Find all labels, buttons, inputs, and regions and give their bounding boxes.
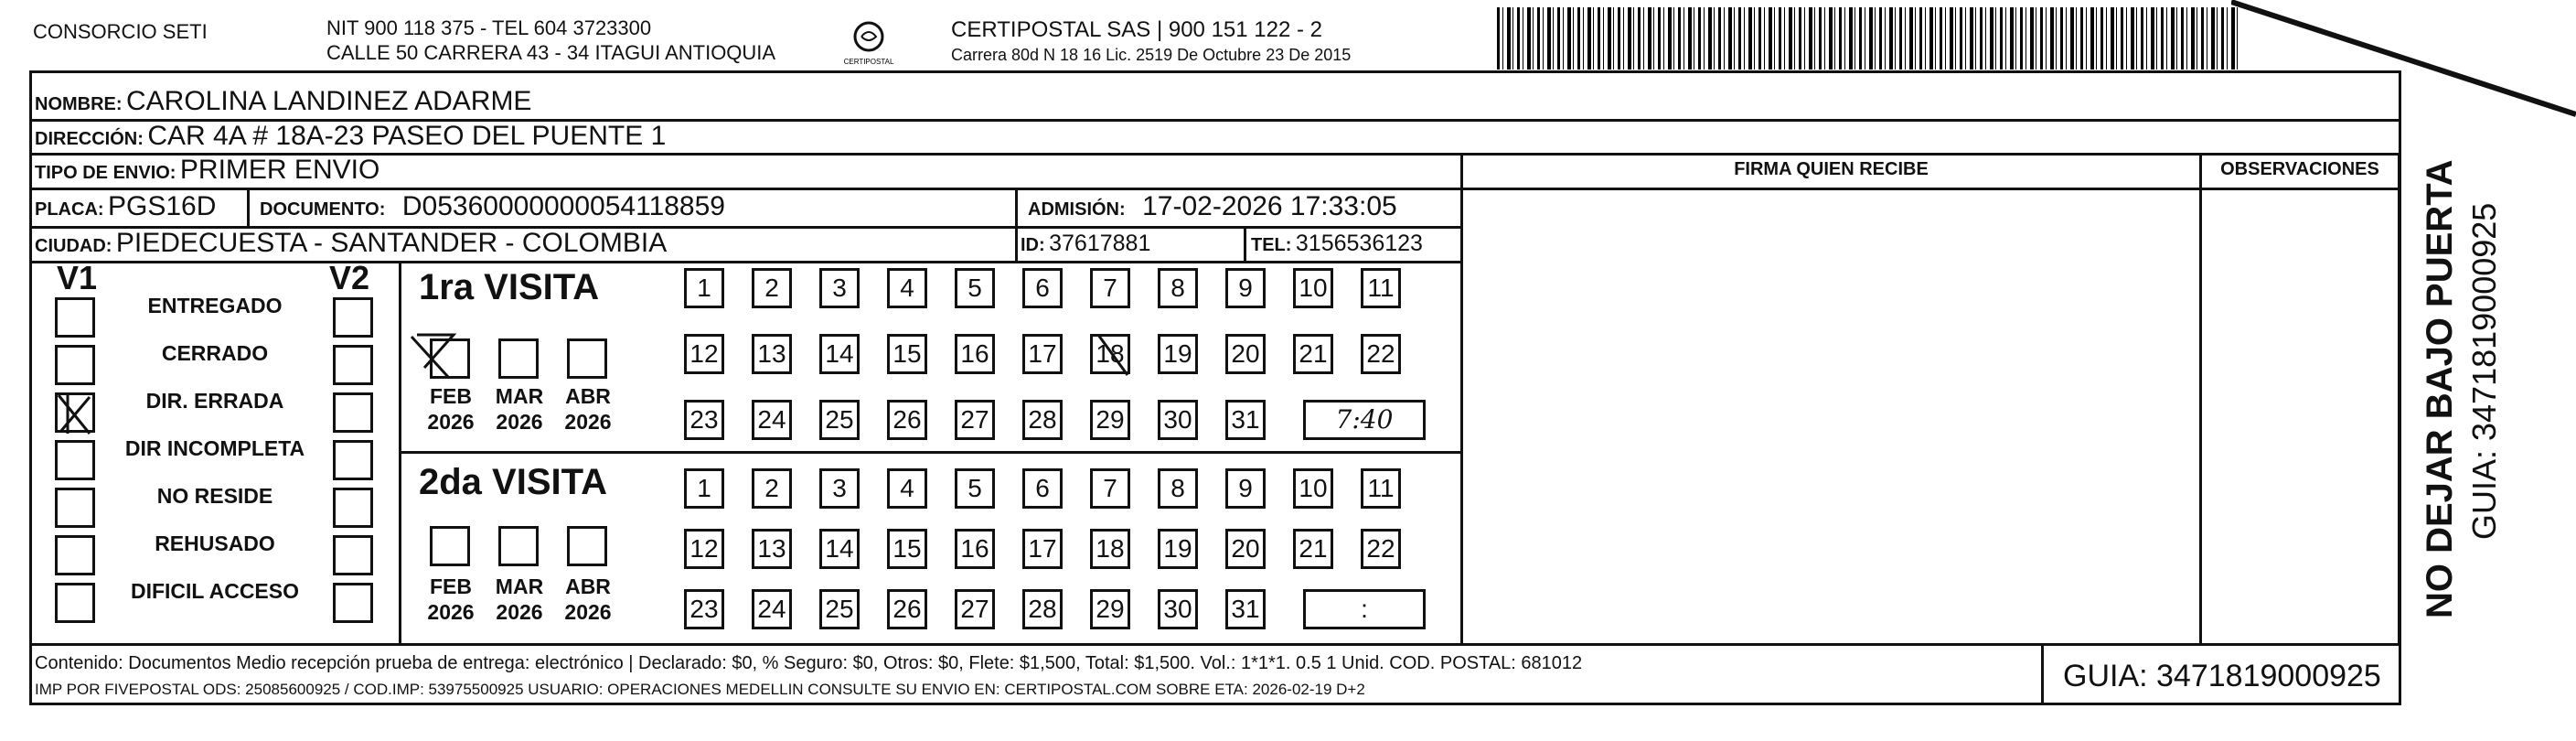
signature-area[interactable] (1463, 188, 2199, 643)
month-label: MAR (495, 384, 544, 408)
month-label: ABR (565, 575, 611, 598)
day-box[interactable]: 24 (752, 400, 792, 440)
day-box[interactable]: 28 (1022, 400, 1063, 440)
ciudad-value: PIEDECUESTA - SANTANDER - COLOMBIA (115, 228, 668, 258)
v2-checkbox[interactable] (333, 345, 373, 385)
month-year: 2026 (427, 600, 475, 624)
month-label: FEB (430, 384, 472, 408)
status-label: DIFICIL ACCESO (130, 579, 299, 603)
day-box[interactable]: 13 (752, 334, 792, 374)
v1-checkbox[interactable] (55, 345, 95, 385)
day-box[interactable]: 5 (955, 468, 995, 509)
direccion-value: CAR 4A # 18A-23 PASEO DEL PUENTE 1 (147, 121, 667, 151)
ciudad-label: CIUDAD: (35, 236, 112, 256)
status-label: REHUSADO (155, 532, 275, 555)
month-checkbox-abr[interactable] (567, 526, 607, 566)
day-box[interactable]: 31 (1225, 589, 1266, 629)
day-box[interactable]: 17 (1022, 529, 1063, 569)
day-box[interactable]: 29 (1090, 589, 1130, 629)
day-box[interactable]: 19 (1158, 529, 1198, 569)
observations-area[interactable] (2202, 188, 2398, 643)
placa-label: PLACA: (35, 199, 104, 220)
day-box[interactable]: 14 (819, 334, 860, 374)
day-box[interactable]: 2 (752, 268, 792, 308)
id-label: ID: (1021, 235, 1045, 255)
day-box[interactable]: 4 (887, 268, 927, 308)
second-visit-title: 2da VISITA (419, 462, 607, 502)
day-box[interactable]: 26 (887, 589, 927, 629)
v1-checkbox[interactable] (55, 535, 95, 575)
time-box[interactable]: : (1303, 589, 1426, 629)
month-checkbox-feb[interactable] (430, 526, 470, 566)
company-name: CONSORCIO SETI (33, 20, 208, 43)
day-box[interactable]: 16 (955, 529, 995, 569)
v1-checkbox[interactable] (55, 440, 95, 480)
address-line: CALLE 50 CARRERA 43 - 34 ITAGUI ANTIOQUIA (326, 41, 776, 64)
side-guia: GUIA: 3471819000925 (2465, 202, 2503, 540)
day-box[interactable]: 22 (1361, 334, 1401, 374)
tel-value: 3156536123 (1295, 231, 1423, 256)
day-box[interactable]: 22 (1361, 529, 1401, 569)
status-label: ENTREGADO (147, 294, 283, 317)
v2-checkbox[interactable] (333, 488, 373, 528)
day-box[interactable]: 23 (684, 400, 724, 440)
day-box[interactable]: 19 (1158, 334, 1198, 374)
tel-label: TEL: (1251, 235, 1292, 255)
day-box[interactable]: 25 (819, 400, 860, 440)
nombre-label: NOMBRE: (35, 94, 123, 114)
day-box[interactable]: 25 (819, 589, 860, 629)
day-box[interactable]: 24 (752, 589, 792, 629)
v2-checkbox[interactable] (333, 583, 373, 623)
documento-value: D05360000000054118859 (401, 191, 725, 221)
day-box[interactable]: 30 (1158, 400, 1198, 440)
day-box[interactable]: 27 (955, 589, 995, 629)
day-box[interactable]: 12 (684, 529, 724, 569)
day-box[interactable]: 11 (1361, 268, 1401, 308)
month-label: FEB (430, 575, 472, 598)
no-dejar-bajo-puerta: NO DEJAR BAJO PUERTA (2420, 159, 2460, 618)
tipo-label: TIPO DE ENVIO: (35, 163, 176, 183)
admision-label: ADMISIÓN: (1028, 199, 1126, 220)
day-box[interactable]: 27 (955, 400, 995, 440)
guia-footer-box: GUIA: 3471819000925 (2063, 659, 2381, 693)
status-label: CERRADO (161, 341, 269, 365)
day-box[interactable]: 28 (1022, 589, 1063, 629)
v2-checkbox[interactable] (333, 535, 373, 575)
day-box[interactable]: 29 (1090, 400, 1130, 440)
day-box[interactable]: 16 (955, 334, 995, 374)
day-box[interactable]: 6 (1022, 468, 1063, 509)
day-box[interactable]: 7 (1090, 468, 1130, 509)
day-box[interactable]: 4 (887, 468, 927, 509)
barcode (1497, 7, 2239, 70)
status-label: DIR. ERRADA (145, 389, 284, 413)
footer-content-line: Contenido: Documentos Medio recepción prueba de entrega: electrónico | Declarado: $0, % Seguro: $0, Otros: $0, Flete: $1,500, Total: $1,500. Vol.: 1*1*1. 0.5 1 Unid. COD. POSTAL: 681012 (35, 653, 1583, 673)
v2-checkbox[interactable] (333, 392, 373, 433)
day-box[interactable]: 11 (1361, 468, 1401, 509)
month-year: 2026 (496, 600, 543, 624)
status-label: DIR INCOMPLETA (124, 436, 305, 460)
placa-value: PGS16D (108, 191, 217, 221)
certipostal-logo (837, 16, 901, 71)
day-box[interactable]: 8 (1158, 268, 1198, 308)
day-box[interactable]: 12 (684, 334, 724, 374)
day-box[interactable]: 20 (1225, 529, 1266, 569)
day-box[interactable]: 20 (1225, 334, 1266, 374)
month-year: 2026 (496, 410, 543, 434)
month-checkbox-abr[interactable] (567, 338, 607, 379)
day-box[interactable]: 13 (752, 529, 792, 569)
v1-label: V1 (57, 259, 98, 296)
day-box[interactable]: 26 (887, 400, 927, 440)
direccion-label: DIRECCIÓN: (35, 129, 144, 149)
day-box[interactable]: 14 (819, 529, 860, 569)
day-box[interactable]: 10 (1293, 268, 1333, 308)
month-label: ABR (565, 384, 611, 408)
handwritten-feb-mark (408, 331, 459, 382)
month-year: 2026 (564, 600, 612, 624)
day-box[interactable]: 5 (955, 268, 995, 308)
nit-line: NIT 900 118 375 - TEL 604 3723300 (326, 16, 652, 39)
day-box[interactable]: 21 (1293, 529, 1333, 569)
day-box[interactable]: 23 (684, 589, 724, 629)
handwritten-day-mark (1091, 331, 1137, 377)
admision-value: 17-02-2026 17:33:05 (1142, 191, 1397, 221)
day-box[interactable]: 21 (1293, 334, 1333, 374)
id-value: 37617881 (1049, 231, 1151, 256)
time-box[interactable]: 7:40 (1303, 400, 1426, 440)
day-box[interactable]: 8 (1158, 468, 1198, 509)
first-visit-title: 1ra VISITA (419, 267, 600, 307)
day-box[interactable]: 15 (887, 334, 927, 374)
day-box[interactable]: 9 (1225, 468, 1266, 509)
day-box[interactable]: 3 (819, 268, 860, 308)
svg-text:CERTIPOSTAL: CERTIPOSTAL (843, 58, 894, 66)
status-label: NO RESIDE (156, 484, 273, 508)
day-box[interactable]: 18 (1090, 334, 1130, 374)
day-box[interactable]: 1 (684, 468, 724, 509)
v2-checkbox[interactable] (333, 297, 373, 338)
day-box[interactable]: 3 (819, 468, 860, 509)
day-box[interactable]: 10 (1293, 468, 1333, 509)
month-label: MAR (495, 575, 544, 598)
footer-imp-line: IMP POR FIVEPOSTAL ODS: 25085600925 / COD.IMP: 53975500925 USUARIO: OPERACIONES MEDELLIN CONSULTE SU ENVIO EN: CERTIPOSTAL.COM SOBRE ETA: 2026-02-19 D+2 (35, 681, 1365, 698)
month-checkbox-mar[interactable] (498, 338, 539, 379)
license-line: Carrera 80d N 18 16 Lic. 2519 De Octubre 23 De 2015 (951, 46, 1352, 64)
nombre-value: CAROLINA LANDINEZ ADARME (126, 86, 532, 116)
day-box[interactable]: 17 (1022, 334, 1063, 374)
day-box[interactable]: 30 (1158, 589, 1198, 629)
day-box[interactable]: 2 (752, 468, 792, 509)
month-year: 2026 (564, 410, 612, 434)
handwritten-check-mark (53, 392, 99, 437)
day-box[interactable]: 7 (1090, 268, 1130, 308)
v1-checkbox[interactable] (55, 488, 95, 528)
day-box[interactable]: 1 (684, 268, 724, 308)
day-box[interactable]: 15 (887, 529, 927, 569)
observaciones-header: OBSERVACIONES (2220, 159, 2379, 179)
month-year: 2026 (427, 410, 475, 434)
documento-label: DOCUMENTO: (260, 199, 386, 220)
day-box[interactable]: 31 (1225, 400, 1266, 440)
month-checkbox-mar[interactable] (498, 526, 539, 566)
tipo-value: PRIMER ENVIO (179, 155, 380, 185)
day-box[interactable]: 18 (1090, 529, 1130, 569)
v2-checkbox[interactable] (333, 440, 373, 480)
day-box[interactable]: 6 (1022, 268, 1063, 308)
certipostal-line: CERTIPOSTAL SAS | 900 151 122 - 2 (951, 17, 1322, 42)
v1-checkbox[interactable] (55, 583, 95, 623)
v2-label: V2 (329, 259, 370, 296)
day-box[interactable]: 9 (1225, 268, 1266, 308)
v1-checkbox[interactable] (55, 297, 95, 338)
firma-header: FIRMA QUIEN RECIBE (1734, 159, 1929, 179)
